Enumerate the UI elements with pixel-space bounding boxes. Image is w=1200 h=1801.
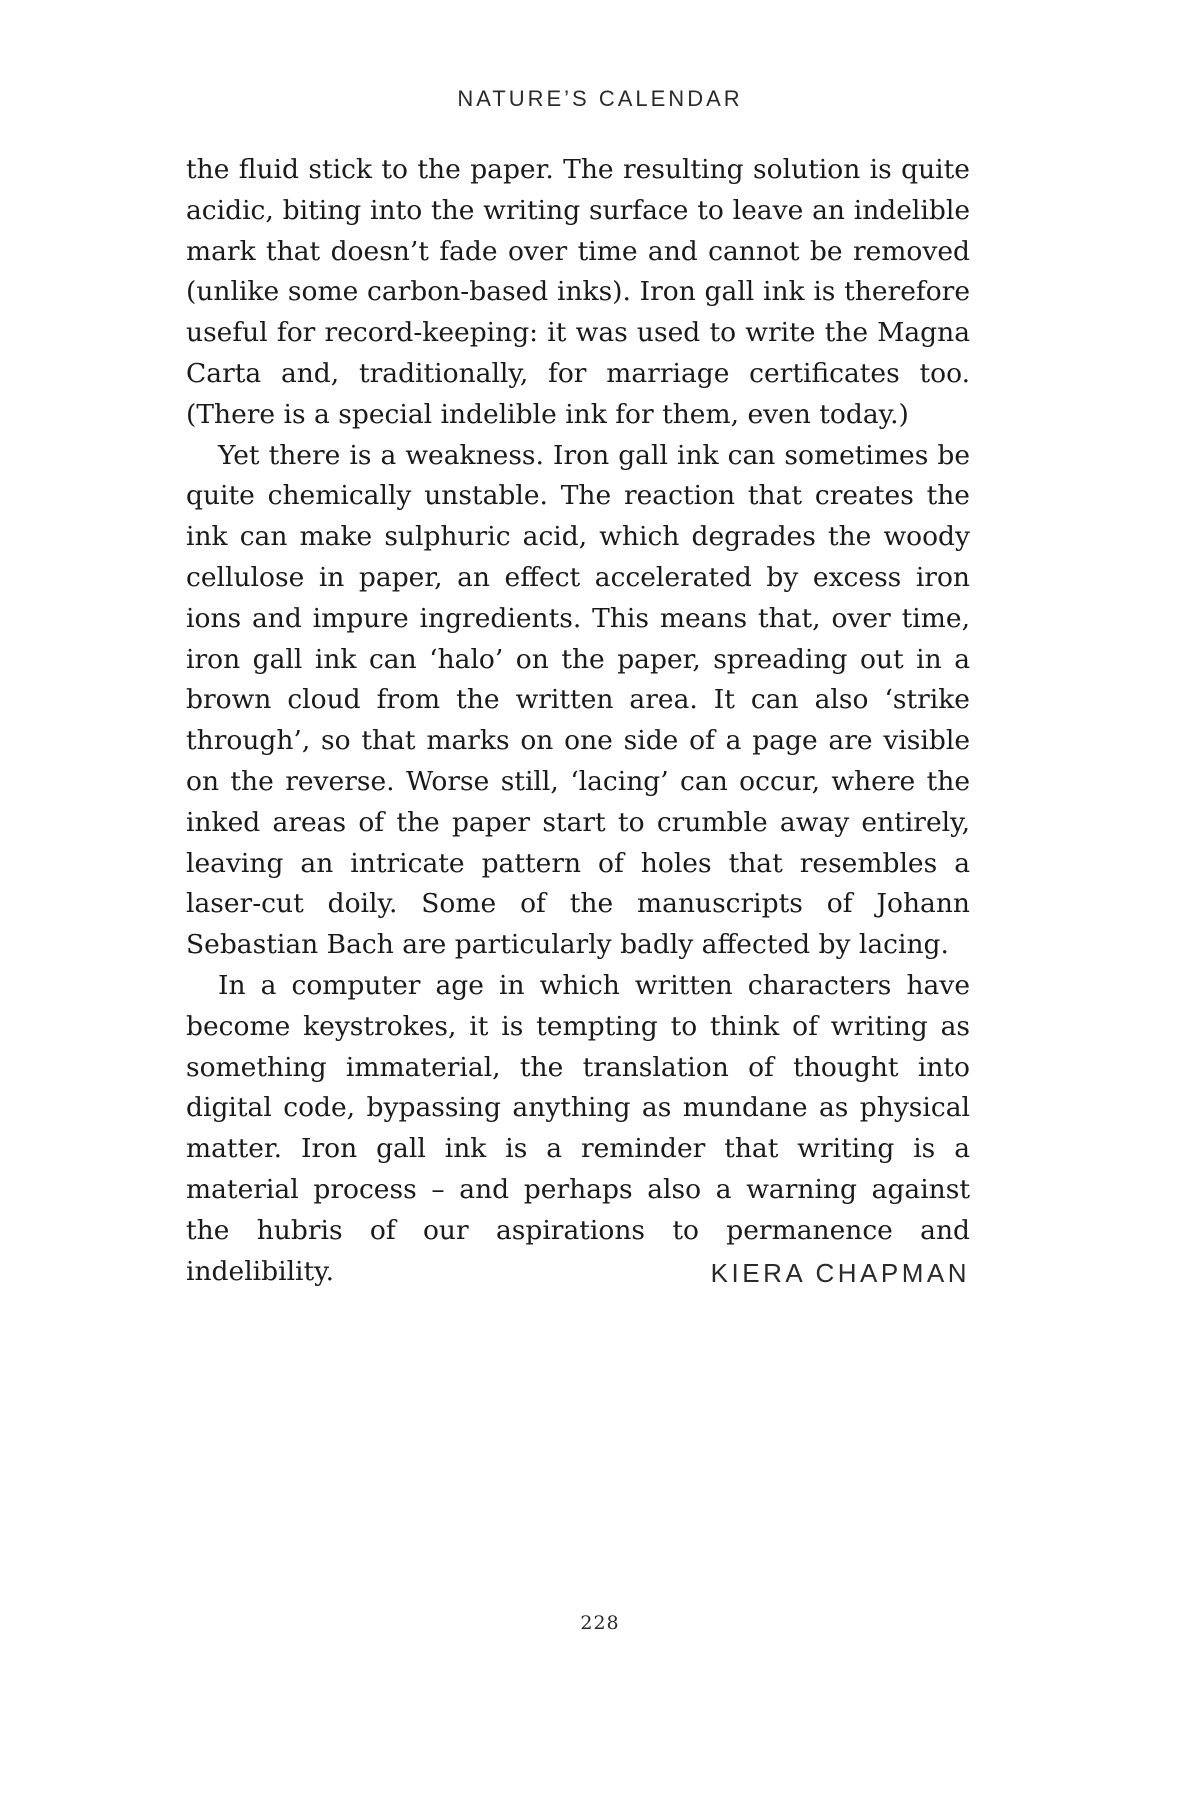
paragraph-2: Yet there is a weakness. Iron gall ink can sometimes be quite chemically unstable. The reaction that creates the ink can make sulphuric acid, which degrades the woody cellulose in paper, an effect accelerated by excess iron ions and impure ingredients. This means that, over time, iron gall ink can ‘halo’ on the paper, spreading out in a brown cloud from the written area. It can also ‘strike through’, so that marks on one side of a page are visible on the reverse. Worse still, ‘lacing’ can occur, where the inked areas of the paper start to crumble away entirely, leaving an intricate pattern of holes that resembles a laser-cut doily. Some of the manuscripts of Johann Sebastian Bach are particularly badly affected by lacing.	[186, 439, 970, 961]
page-number: 228	[580, 1612, 620, 1634]
paragraph-3: In a computer age in which written characters have become keystrokes, it is tempting to think of writing as something immaterial, the translation of thought into digital code, bypassing anything as mundane as physical matter. Iron gall ink is a reminder that writing is a material process – and perhaps also a warning against the hubris of our aspirations to permanence and indelibility.	[186, 969, 970, 1287]
author-byline: KIERA CHAPMAN	[710, 1258, 970, 1288]
running-head: NATURE’S CALENDAR	[457, 86, 743, 111]
body-text	[186, 150, 970, 1292]
paragraph-1: the fluid stick to the paper. The resulting solution is quite acidic, biting into the writing surface to leave an indelible mark that doesn’t fade over time and cannot be removed (unlike some carbon-based inks). Iron gall ink is therefore useful for record-keeping: it was used to write the Magna Carta and, traditionally, for marriage certificates too. (There is a special indelible ink for them, even today.)	[186, 154, 970, 430]
